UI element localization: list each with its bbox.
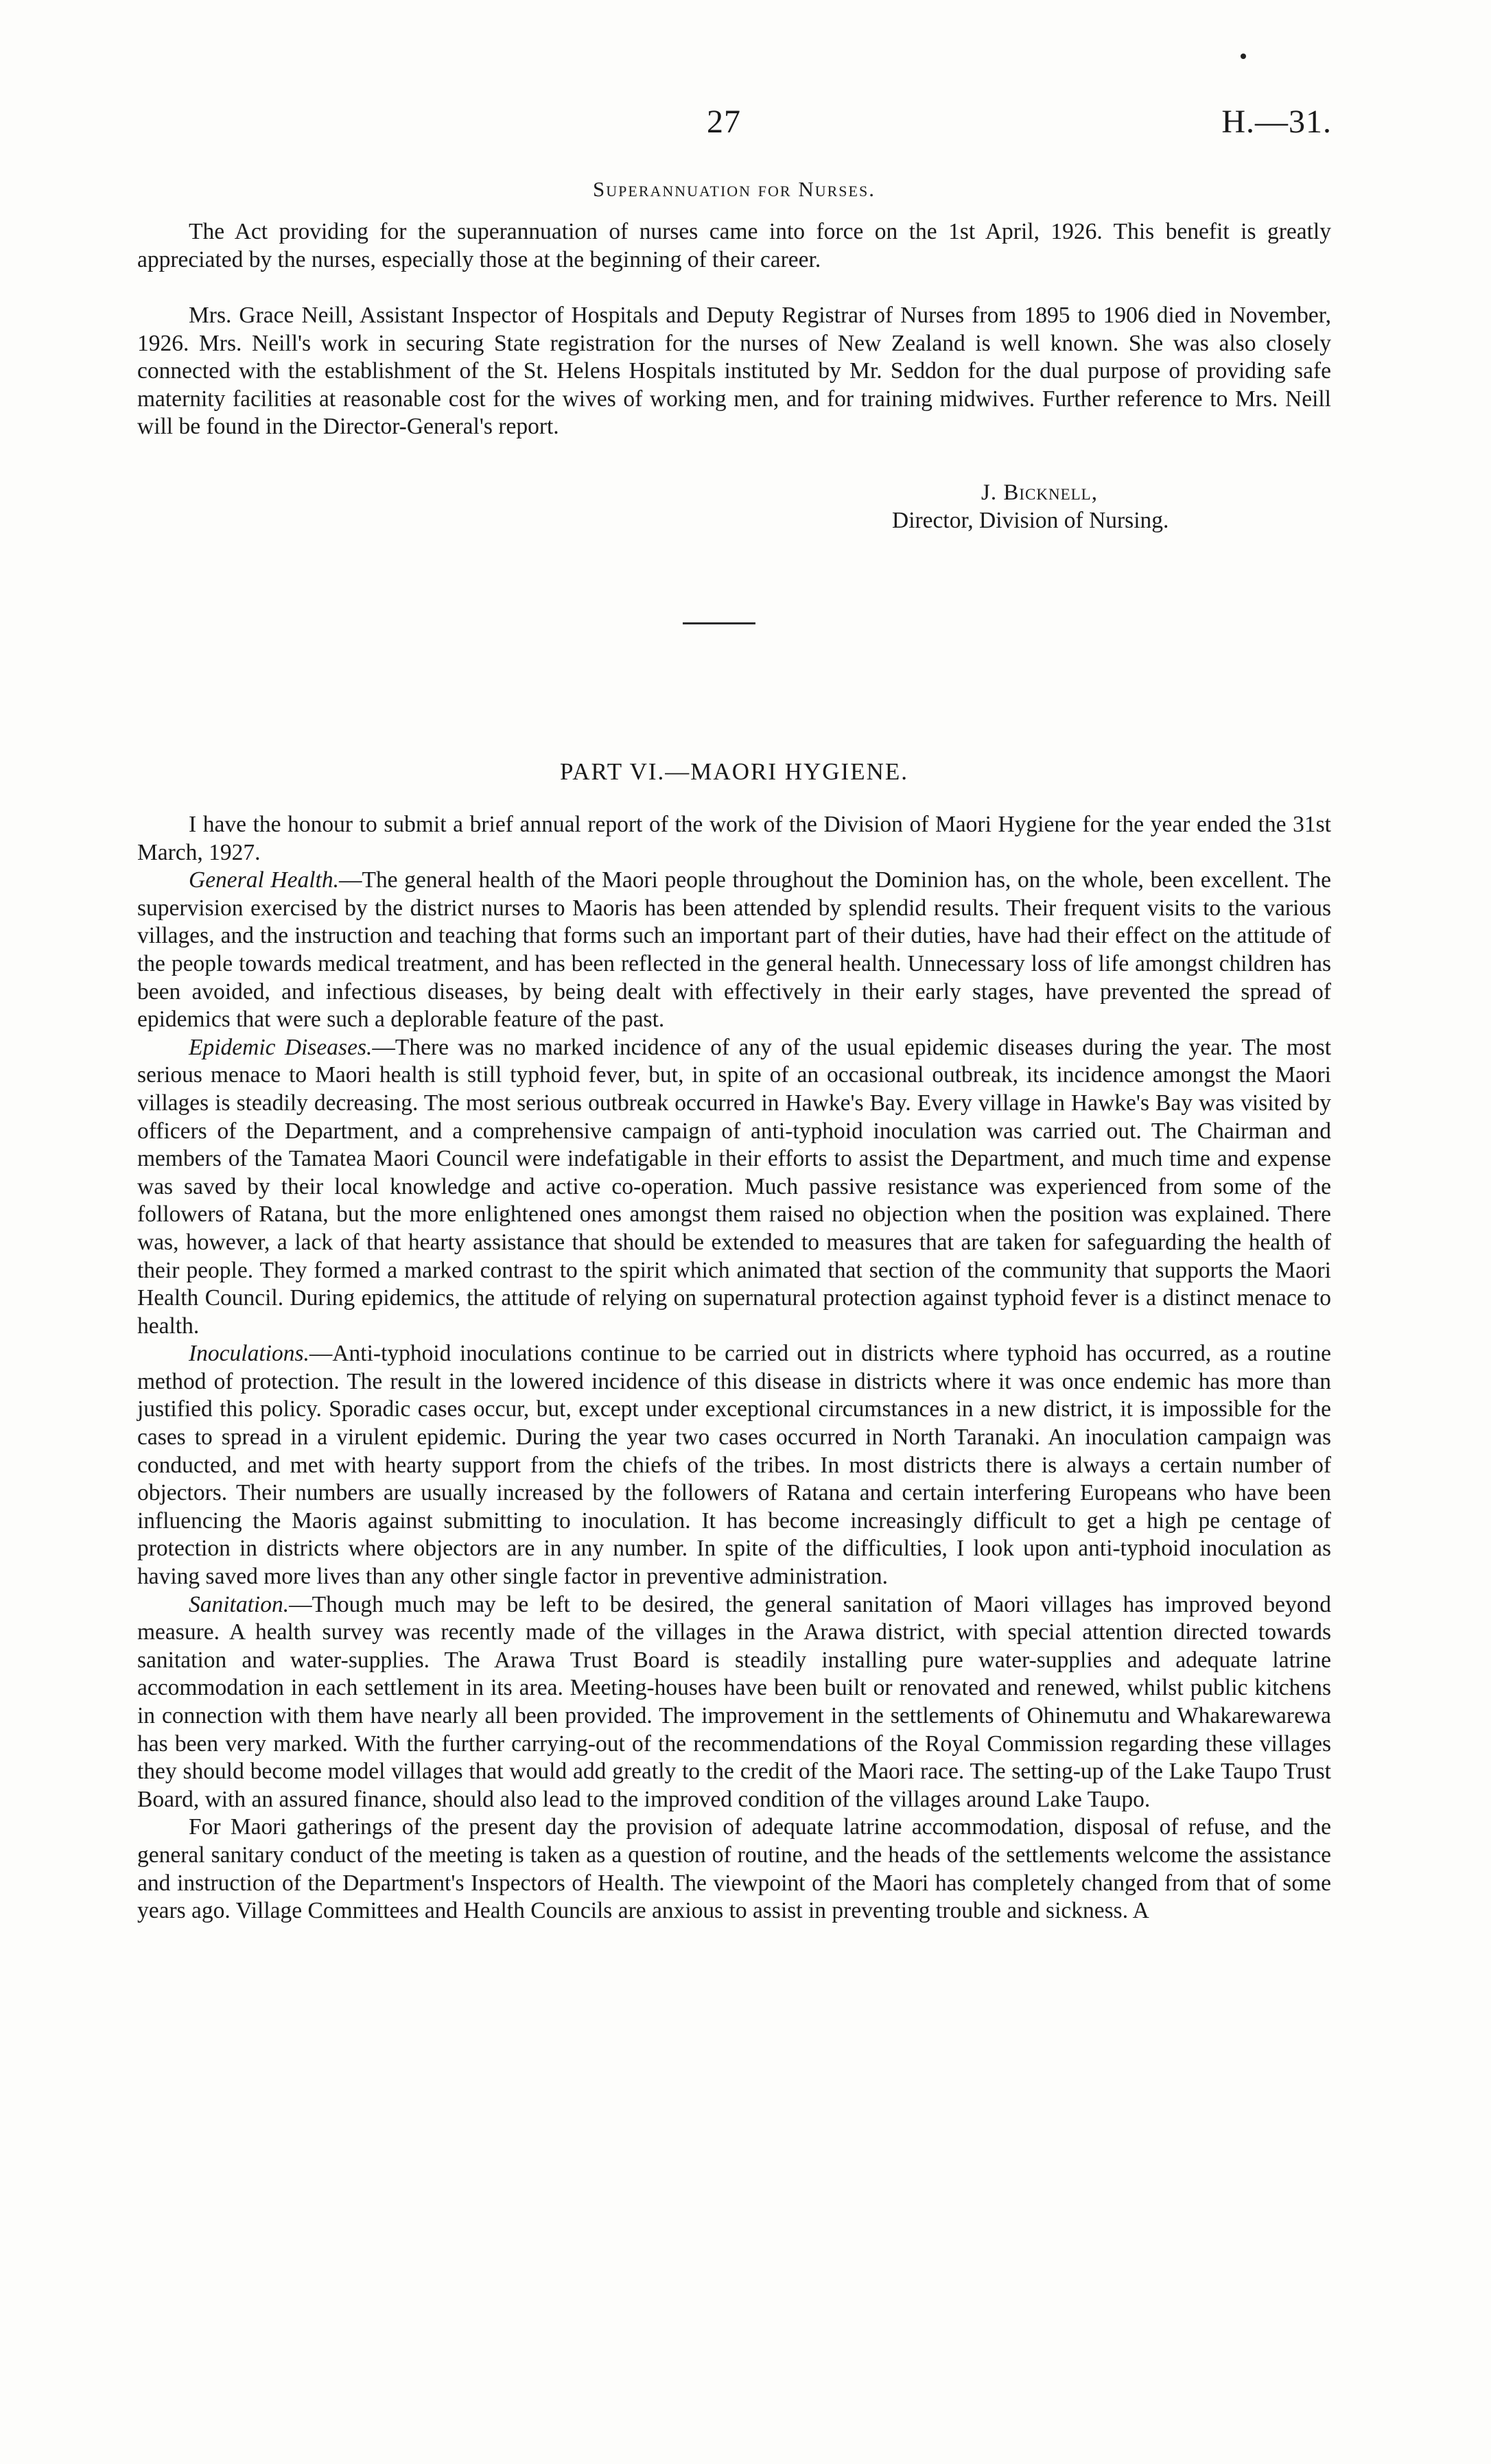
- paragraph-text: Mrs. Grace Neill, Assistant Inspector of Hospitals and Deputy Registrar of Nurses from 1895 to 1906 died in November, 1926. Mrs. Neill's work in securing State registration for the nurses of New Zealand is well known. She was also closely connected with the establishment of the St. Helens Hospitals instituted by Mr. Seddon for the dual purpose of providing safe maternity facilities at reasonable cost for the wives of working men, and for training midwives. Further reference to Mrs. Neill will be found in the Director-General's report.: [137, 303, 1331, 440]
- maori-hygiene-body: [137, 811, 1331, 1925]
- section-title: Sanitation.: [189, 1591, 290, 1617]
- section-inoculations: [137, 1340, 1331, 1591]
- nursing-paragraph-superannuation: [137, 218, 1331, 274]
- part-heading: PART VI.—MAORI HYGIENE.: [559, 758, 908, 785]
- signature-name: J. Bicknell,: [981, 480, 1098, 505]
- section-divider: [683, 622, 755, 624]
- signature-title: Director, Division of Nursing.: [892, 508, 1169, 533]
- section-general-health: [137, 867, 1331, 1034]
- print-speck: [1241, 54, 1246, 59]
- intro-paragraph: I have the honour to submit a brief annual report of the work of the Division of Maori Hygiene for the year ended the 31st March, 1927.: [137, 812, 1331, 865]
- nursing-section-heading: Superannuation for Nurses.: [593, 177, 876, 201]
- closing-paragraph: For Maori gatherings of the present day the provision of adequate latrine accommodation, disposal of refuse, and the general sanitary conduct of the meeting is taken as a question of routine, and the heads of the settlements welcome the assistance and instruction of the Department's Inspectors of Health. The viewpoint of the Maori has completely changed from that of some years ago. Village Committees and Health Councils are anxious to assist in preventing trouble and sickness. A: [137, 1814, 1331, 1924]
- section-epidemic-diseases: [137, 1034, 1331, 1341]
- section-title: Epidemic Diseases.: [189, 1034, 373, 1060]
- document-code: H.—31.: [1221, 104, 1332, 140]
- section-title: General Health.: [189, 867, 339, 893]
- section-text: —Anti-typhoid inoculations continue to be carried out in districts where typhoid has occurred, as a routine method of protection. The result in the lowered incidence of this disease in districts where it was once endemic has more than justified this policy. Sporadic cases occur, but, except under exceptional circumstances in a new district, it is impossible for the cases to spread in a virulent epidemic. During the year two cases occurred in North Taranaki. An inoculation campaign was conducted, and met with hearty support from the chiefs of the tribes. In most districts there is always a certain number of objectors. Their numbers are usually increased by the followers of Ratana and certain interfering Europeans who have been influencing the Maoris against submitting to inoculation. It has become increasingly difficult to get a high pe centage of protection in districts where objectors are in any number. In spite of the difficulties, I look upon anti-typhoid inoculation as having saved more lives than any other single factor in preventive administration.: [137, 1341, 1331, 1590]
- nursing-paragraph-grace-neill: [137, 302, 1331, 441]
- page-number: 27: [707, 104, 741, 140]
- section-text: —There was no marked incidence of any of the usual epidemic diseases during the year. The most serious menace to Maori health is still typhoid fever, but, in spite of an occasional outbreak, its incidence amongst the Maori villages is steadily decreasing. The most serious outbreak occurred in Hawke's Bay. Every village in Hawke's Bay was visited by officers of the Department, and a comprehensive campaign of anti-typhoid inoculation was carried out. The Chairman and members of the Tamatea Maori Council were indefatigable in their efforts to assist the Department, and much time and expense was saved by their local knowledge and active co-operation. Much passive resistance was experienced from some of the followers of Ratana, but the more enlightened ones amongst them raised no objection when the position was explained. There was, however, a lack of that hearty assistance that should be extended to measures that are taken for safeguarding the health of their people. They formed a marked contrast to the spirit which animated that section of the community that supports the Maori Health Council. During epidemics, the attitude of relying on supernatural protection against typhoid fever is a distinct menace to health.: [137, 1034, 1332, 1339]
- paragraph-text: The Act providing for the superannuation of nurses came into force on the 1st April, 1926. This benefit is greatly appreciated by the nurses, especially those at the beginning of their career.: [137, 219, 1331, 272]
- section-text: —The general health of the Maori people throughout the Dominion has, on the whole, been excellent. The supervision exercised by the district nurses to Maoris has been attended by splendid results. Their frequent visits to the various villages, and the instruction and teaching that forms such an important part of their duties, have had their effect on the attitude of the people towards medical treatment, and has been reflected in the general health. Unnecessary loss of life amongst children has been avoided, and infectious diseases, by being dealt with effectively in their early stages, have prevented the spread of epidemics that were such a deplorable feature of the past.: [137, 867, 1331, 1033]
- section-sanitation: [137, 1591, 1331, 1814]
- section-text: —Though much may be left to be desired, the general sanitation of Maori villages has improved beyond measure. A health survey was recently made of the villages in the Arawa district, with special attention directed towards sanitation and water-supplies. The Arawa Trust Board is steadily installing pure water-supplies and adequate latrine accommodation in each settlement in its area. Meeting-houses have been built or renovated and renewed, whilst public kitchens in connection with them have nearly all been provided. The improvement in the settlements of Ohinemutu and Whakarewarewa has been very marked. With the further carrying-out of the recommendations of the Royal Commission regarding these villages they should become model villages that would add greatly to the credit of the Maori race. The setting-up of the Lake Taupo Trust Board, with an assured finance, should also lead to the improved condition of the villages around Lake Taupo.: [137, 1591, 1331, 1812]
- section-title: Inoculations.: [189, 1341, 309, 1367]
